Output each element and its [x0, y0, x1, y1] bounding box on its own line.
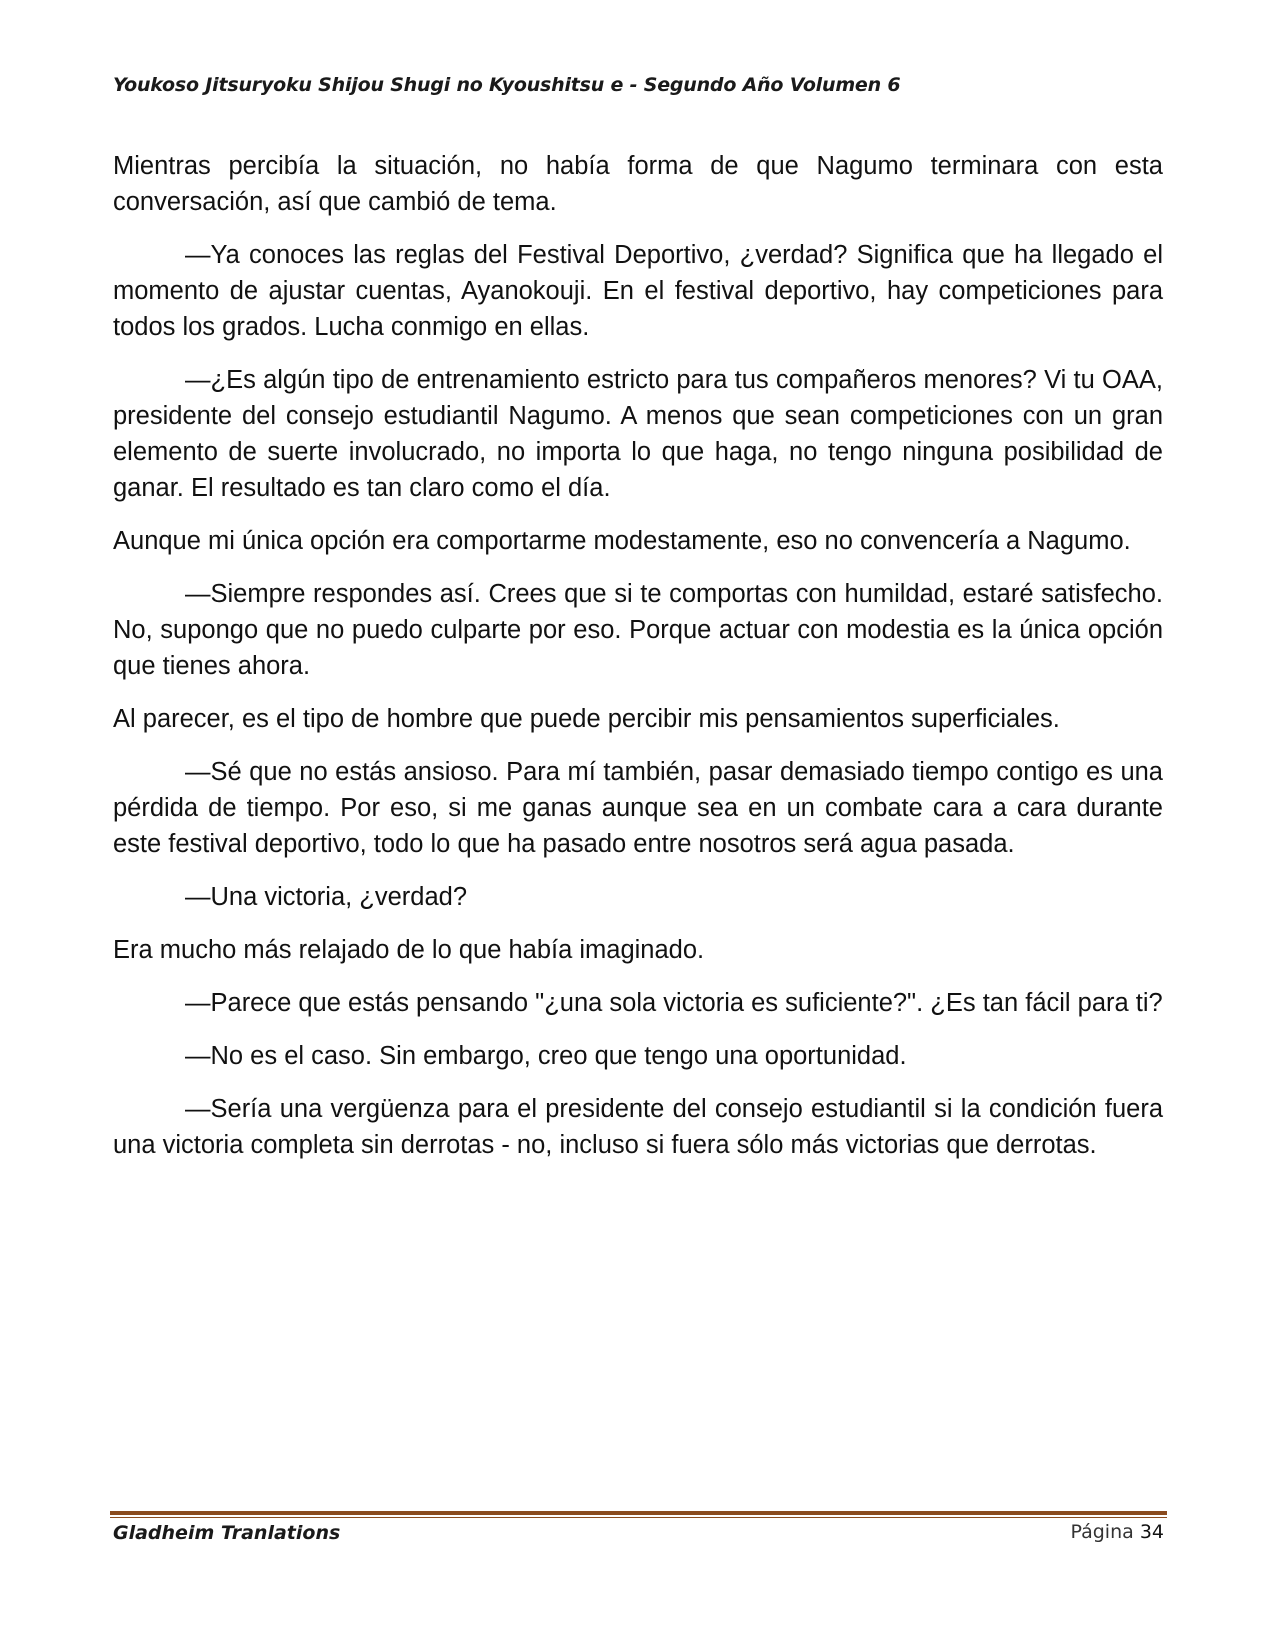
paragraph-dialogue: —Sería una vergüenza para el presidente del consejo estudiantil si la condición fuera una victoria completa sin derrotas - no, incluso si fuera sólo más victorias que derrotas. — [113, 1095, 1163, 1159]
page-label: Página — [1070, 1521, 1134, 1543]
paragraph-dialogue: —Una victoria, ¿verdad? — [185, 883, 468, 911]
paragraph-dialogue: —Sé que no estás ansioso. Para mí también, pasar demasiado tiempo contigo es una pérdida de tiempo. Por eso, si me ganas aunque sea en un combate cara a cara durante este festival deportivo, todo lo que ha pasado entre nosotros será agua pasada. — [113, 758, 1163, 858]
paragraph-narration: Era mucho más relajado de lo que había imaginado. — [113, 936, 705, 964]
footer-publisher: Gladheim Tranlations — [113, 1522, 341, 1544]
paragraph-narration: Mientras percibía la situación, no había forma de que Nagumo terminara con esta conversación, así que cambió de tema. — [113, 152, 1163, 216]
page-number: 34 — [1139, 1521, 1164, 1543]
paragraph-narration: Al parecer, es el tipo de hombre que puede percibir mis pensamientos superficiales. — [113, 705, 1060, 733]
paragraph-dialogue: —Siempre respondes así. Crees que si te comportas con humildad, estaré satisfecho. No, supongo que no puedo culparte por eso. Porque actuar con modestia es la única opción que tienes ahora. — [113, 580, 1163, 680]
paragraph-dialogue: —Parece que estás pensando "¿una sola victoria es suficiente?". ¿Es tan fácil para ti? — [185, 989, 1163, 1017]
paragraph-dialogue: —Ya conoces las reglas del Festival Deportivo, ¿verdad? Significa que ha llegado el momento de ajustar cuentas, Ayanokouji. En el festival deportivo, hay competiciones para todos los grados. Lucha conmigo en ellas. — [113, 241, 1163, 341]
paragraph-dialogue: —No es el caso. Sin embargo, creo que tengo una oportunidad. — [185, 1042, 907, 1070]
footer-divider — [110, 1511, 1167, 1518]
running-header-title: Youkoso Jitsuryoku Shijou Shugi no Kyoushitsu e - Segundo Año Volumen 6 — [113, 74, 901, 96]
paragraph-dialogue: —¿Es algún tipo de entrenamiento estricto para tus compañeros menores? Vi tu OAA, presidente del consejo estudiantil Nagumo. A menos que sean competiciones con un gran elemento de suerte involucrado, no importa lo que haga, no tengo ninguna posibilidad de ganar. El resultado es tan claro como el día. — [113, 366, 1163, 502]
paragraph-narration: Aunque mi única opción era comportarme modestamente, eso no convencería a Nagumo. — [113, 527, 1131, 555]
footer-page-number — [1070, 1521, 1164, 1543]
body-text — [113, 148, 1163, 1180]
